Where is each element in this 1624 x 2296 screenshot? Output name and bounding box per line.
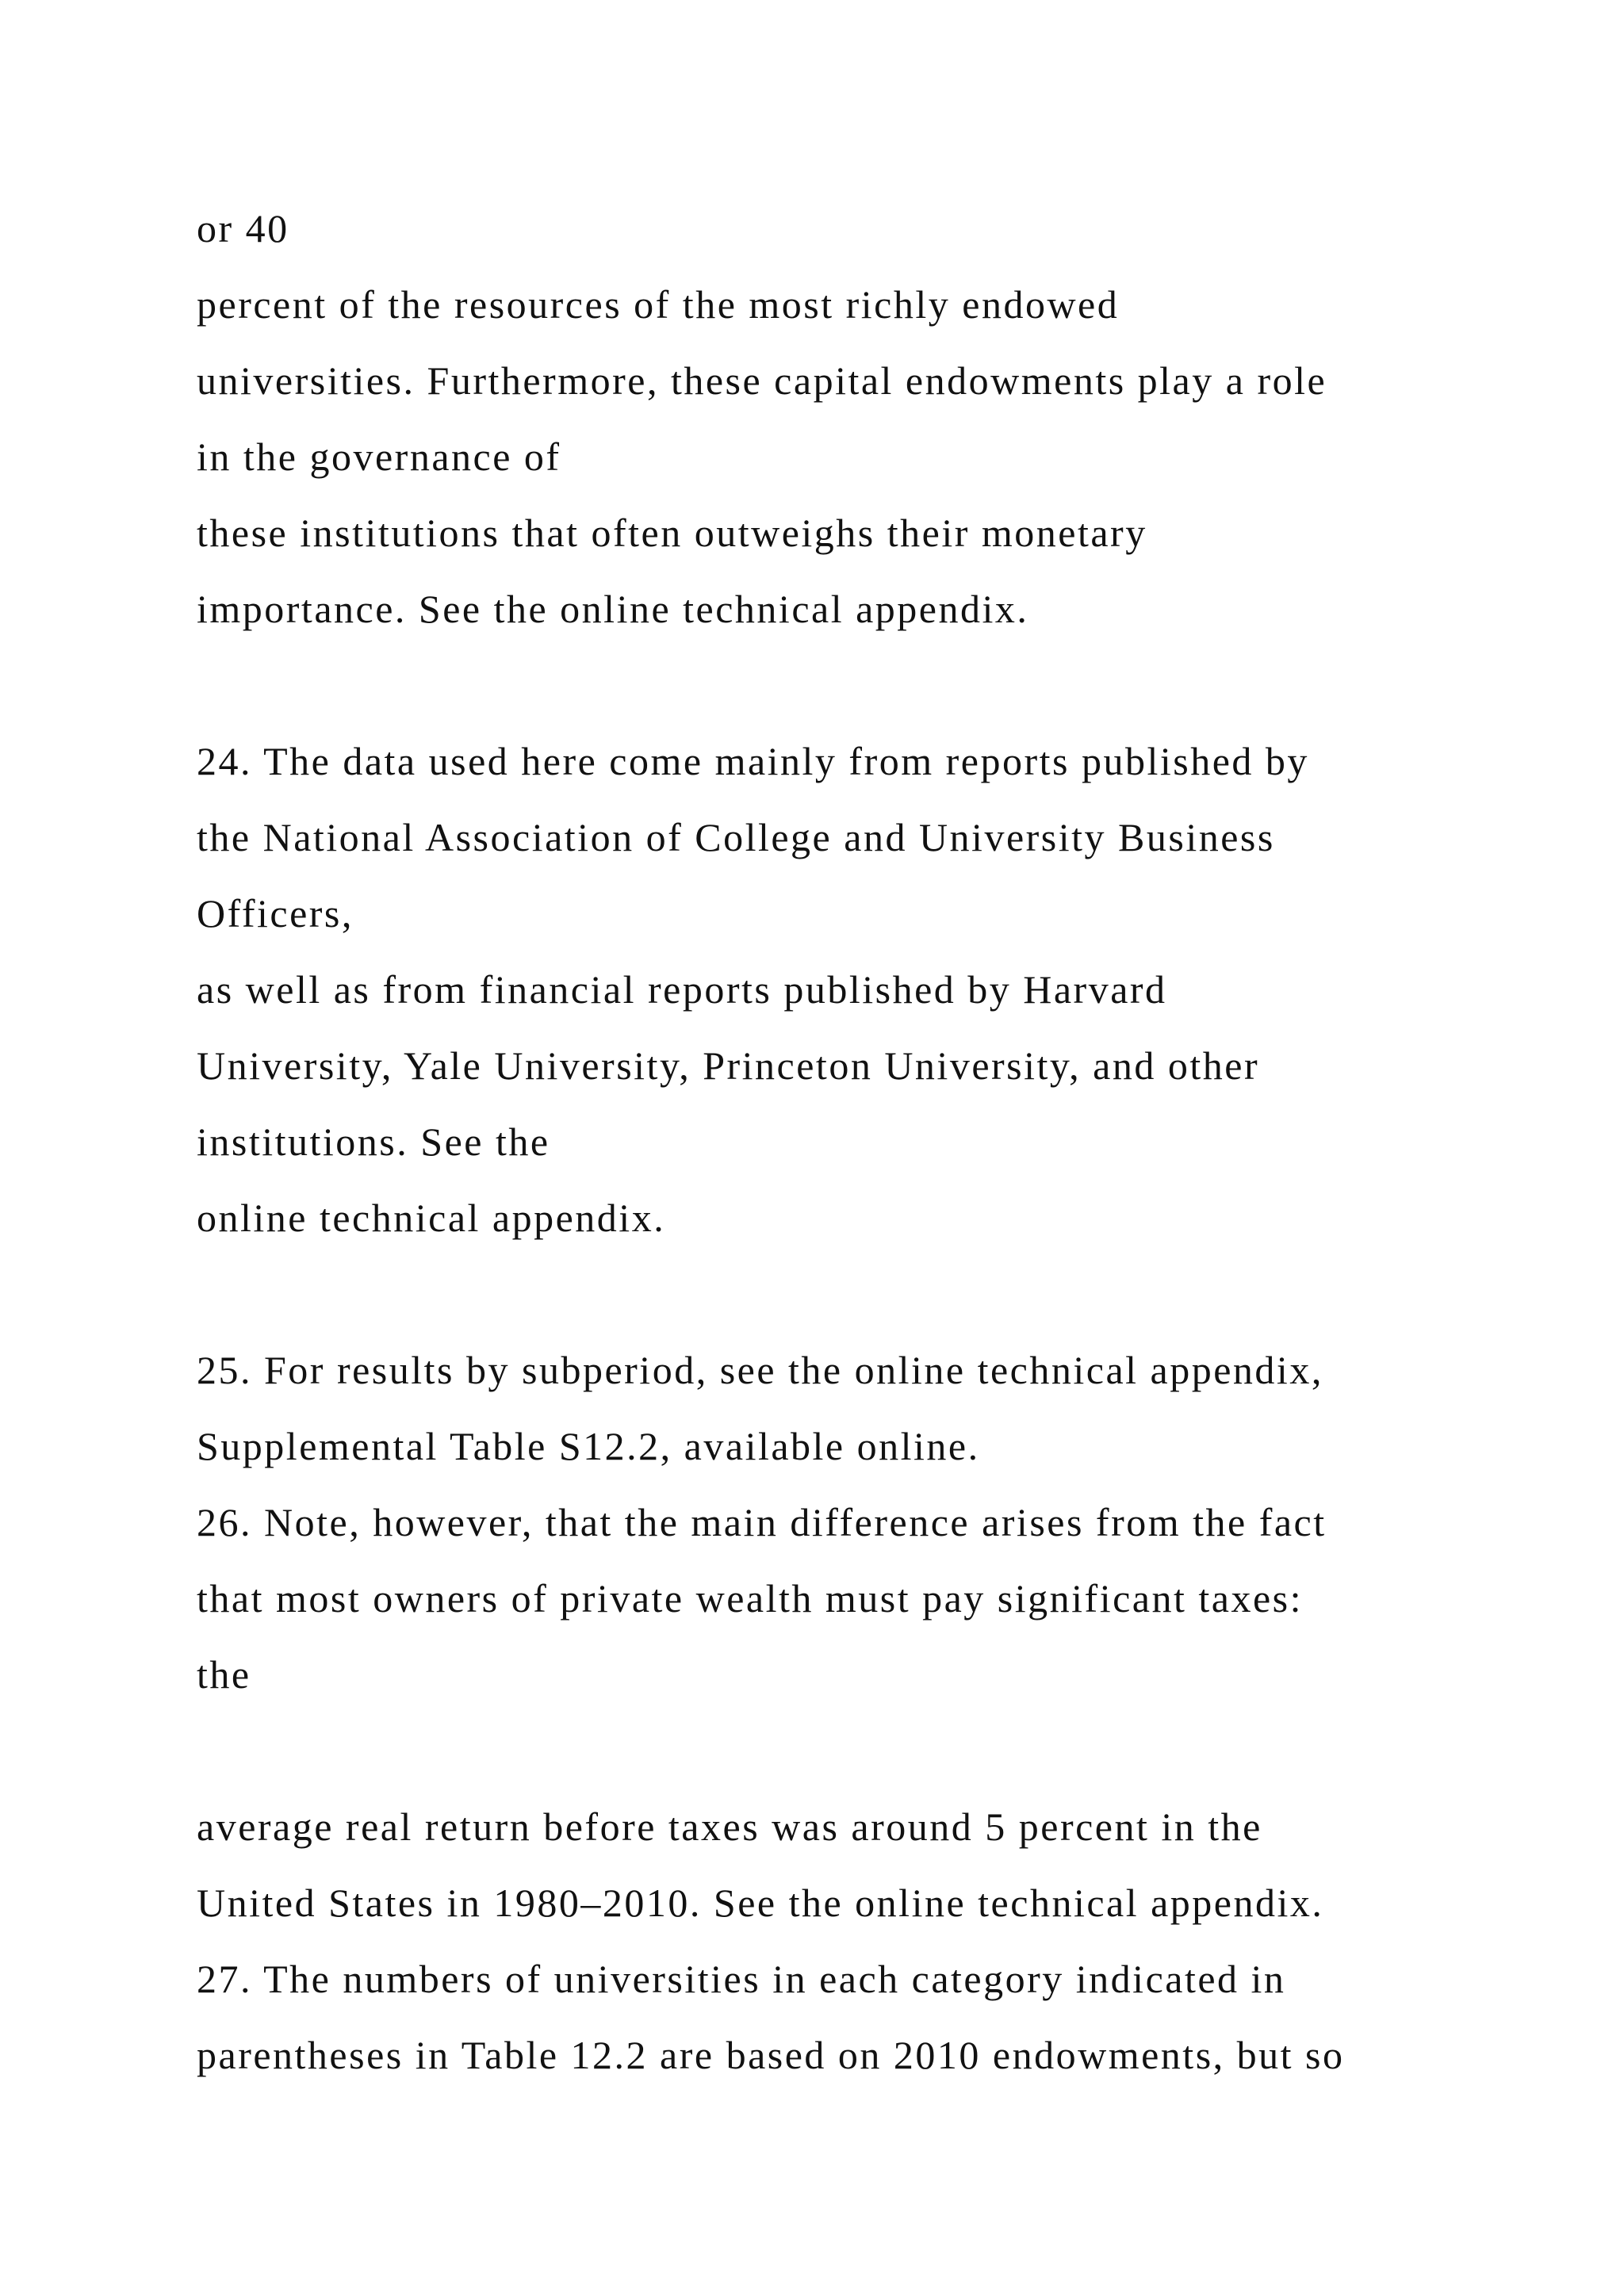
- note-24-line: 24. The data used here come mainly from reports published by: [197, 739, 1309, 783]
- text-line: as well as from financial reports published by Harvard: [197, 967, 1167, 1012]
- text-line: Officers,: [197, 891, 354, 936]
- text-line: universities. Furthermore, these capital endowments play a role: [197, 358, 1327, 403]
- note-27-line: 27. The numbers of universities in each category indicated in: [197, 1957, 1286, 2001]
- text-line: percent of the resources of the most richly endowed: [197, 282, 1120, 327]
- text-line: average real return before taxes was around 5 percent in the: [197, 1804, 1262, 1849]
- text-line: that most owners of private wealth must pay significant taxes:: [197, 1576, 1303, 1621]
- text-line: Supplemental Table S12.2, available online.: [197, 1424, 980, 1468]
- document-body: [197, 190, 1497, 2093]
- text-line: these institutions that often outweighs their monetary: [197, 511, 1147, 555]
- text-line: importance. See the online technical appendix.: [197, 587, 1029, 631]
- text-line: in the governance of: [197, 434, 561, 479]
- text-line: University, Yale University, Princeton University, and other: [197, 1043, 1260, 1088]
- text-line: institutions. See the: [197, 1119, 550, 1164]
- paragraph-gap: [197, 1256, 1497, 1332]
- text-line: the: [197, 1652, 251, 1697]
- paragraph-gap: [197, 647, 1497, 723]
- note-26-line: 26. Note, however, that the main difference arises from the fact: [197, 1500, 1327, 1544]
- text-line: online technical appendix.: [197, 1196, 666, 1240]
- text-line: or 40: [197, 206, 289, 251]
- text-line: parentheses in Table 12.2 are based on 2010 endowments, but so: [197, 2033, 1345, 2077]
- text-line: United States in 1980–2010. See the online technical appendix.: [197, 1881, 1324, 1925]
- paragraph-gap: [197, 1712, 1497, 1789]
- text-line: the National Association of College and University Business: [197, 815, 1275, 859]
- note-25-line: 25. For results by subperiod, see the online technical appendix,: [197, 1348, 1323, 1392]
